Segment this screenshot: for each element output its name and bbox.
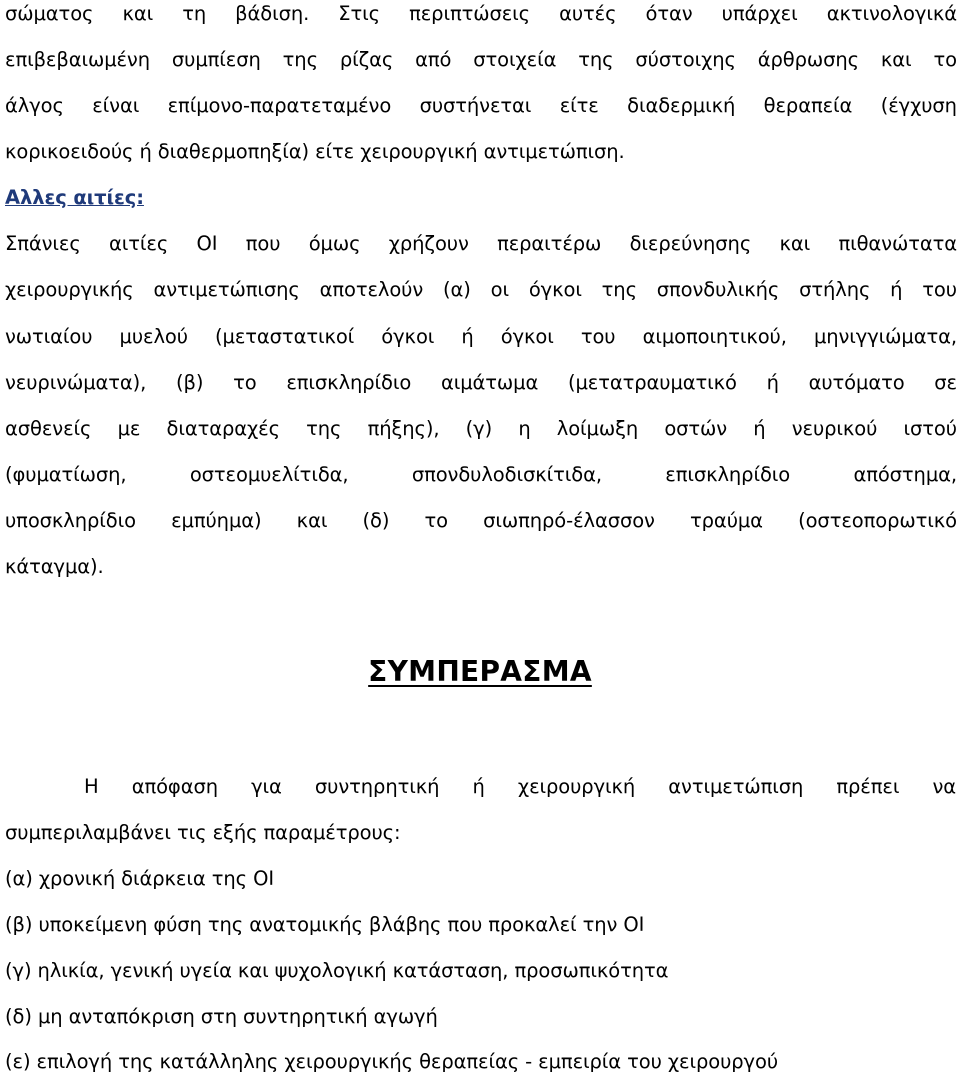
paragraph-line: χειρουργικής αντιμετώπισης αποτελούν (α) οι όγκοι της σπονδυλικής στήλης ή του bbox=[5, 278, 957, 301]
paragraph-line: νωτιαίου μυελού (μεταστατικοί όγκοι ή όγκοι του αιμοποιητικού, μηνιγγιώματα, bbox=[5, 325, 957, 348]
paragraph-line: (φυματίωση, οστεομυελίτιδα, σπονδυλοδισκίτιδα, επισκληρίδιο απόστημα, bbox=[5, 463, 957, 486]
paragraph-line: κάταγμα). bbox=[5, 555, 104, 578]
conclusion-line: συμπεριλαμβάνει τις εξής παραμέτρους: bbox=[5, 821, 401, 844]
list-item: (α) χρονική διάρκεια της ΟΙ bbox=[5, 867, 274, 890]
list-item: (β) υποκείμενη φύση της ανατομικής βλάβης που προκαλεί την ΟΙ bbox=[5, 913, 645, 936]
list-item: (δ) μη ανταπόκριση στη συντηρητική αγωγή bbox=[5, 1005, 438, 1028]
section-heading-other-causes: Αλλες αιτίες: bbox=[5, 186, 144, 209]
list-item: (γ) ηλικία, γενική υγεία και ψυχολογική κατάσταση, προσωπικότητα bbox=[5, 959, 669, 982]
paragraph-line: ασθενείς με διαταραχές της πήξης), (γ) η λοίμωξη οστών ή νευρικού ιστού bbox=[5, 417, 957, 440]
intro-line: σώματος και τη βάδιση. Στις περιπτώσεις αυτές όταν υπάρχει ακτινολογικά bbox=[5, 2, 957, 25]
paragraph-line: Σπάνιες αιτίες ΟΙ που όμως χρήζουν περαιτέρω διερεύνησης και πιθανώτατα bbox=[5, 232, 957, 255]
intro-line: επιβεβαιωμένη συμπίεση της ρίζας από στοιχεία της σύστοιχης άρθρωσης και το bbox=[5, 48, 957, 71]
list-item: (ε) επιλογή της κατάλληλης χειρουργικής θεραπείας - εμπειρία του χειρουργού bbox=[5, 1050, 779, 1073]
paragraph-line: νευρινώματα), (β) το επισκληρίδιο αιμάτωμα (μετατραυματικό ή αυτόματο σε bbox=[5, 371, 957, 394]
conclusion-line: Η απόφαση για συντηρητική ή χειρουργική αντιμετώπιση πρέπει να bbox=[84, 775, 956, 798]
intro-line: άλγος είναι επίμονο-παρατεταμένο συστήνεται είτε διαδερμική θεραπεία (έγχυση bbox=[5, 94, 957, 117]
intro-line: κορικοειδούς ή διαθερμοπηξία) είτε χειρουργική αντιμετώπιση. bbox=[5, 140, 625, 163]
conclusion-title: ΣΥΜΠΕΡΑΣΜΑ bbox=[368, 655, 592, 688]
paragraph-line: υποσκληρίδιο εμπύημα) και (δ) το σιωπηρό-έλασσον τραύμα (οστεοπορωτικό bbox=[5, 509, 957, 532]
